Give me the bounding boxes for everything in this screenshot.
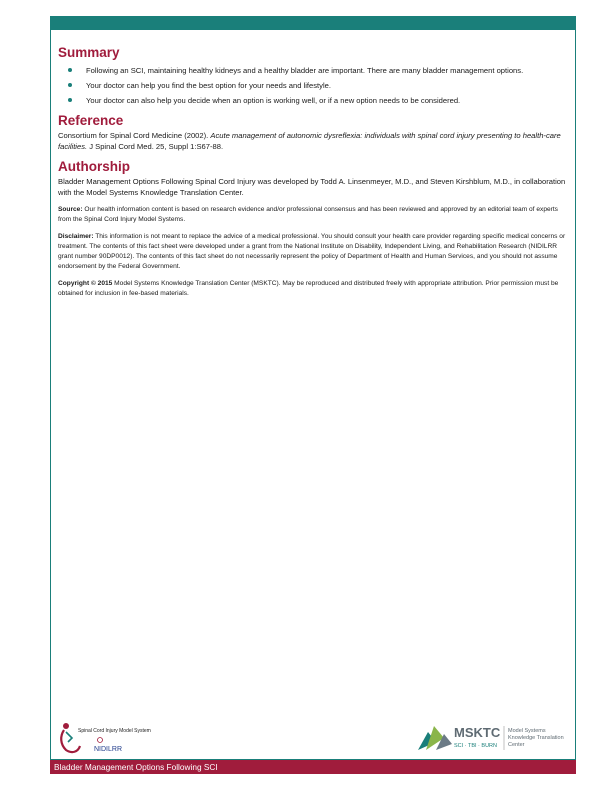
bullet-icon (68, 68, 72, 72)
footer-band (50, 760, 576, 774)
summary-section (58, 44, 568, 106)
source-paragraph: Source: Our health information content is based on research evidence and/or professional consensus and has been reviewed and approved by an editorial team of experts from the Spinal Cord Injury Model Systems. (58, 206, 558, 223)
footer-title: Bladder Management Options Following SCI (54, 762, 218, 772)
msktc-full-line3: Center (508, 742, 525, 748)
bullet-icon (68, 83, 72, 87)
msktc-sub: SCI · TBI · BURN (454, 743, 497, 749)
authorship-heading: Authorship (58, 159, 130, 174)
copyright-paragraph: Copyright © 2015 Model Systems Knowledge Translation Center (MSKTC). May be reproduced and distributed freely with appropriate attribution. Prior permission must be obtained for inclusion in fee-based materials. (58, 280, 559, 297)
top-band (50, 16, 576, 30)
reference-section (58, 112, 568, 152)
reference-heading: Reference (58, 113, 124, 128)
list-item (58, 65, 568, 76)
sci-model-system-logo (58, 718, 168, 756)
nidilrr-text: NIDILRR (94, 746, 123, 753)
msktc-full-line2: Knowledge Translation (508, 735, 564, 741)
summary-heading: Summary (58, 45, 120, 60)
bullet-icon (68, 98, 72, 102)
logo-bar (58, 718, 568, 756)
list-item (58, 80, 568, 91)
list-item (58, 95, 568, 106)
disclaimer-paragraph: Disclaimer: This information is not meant to replace the advice of a medical professional. You should consult your health care provider regarding specific medical concerns or treatment. The contents of this fact sheet were developed under a grant from the National Institute on Disability, Independent Living, and Rehabilitation Research (NIDILRR grant number 90DP0012). The contents of this fact sheet do not necessarily represent the policy of Department of Health and Human Services, and you should not assume endorsement by the Federal Government. (58, 233, 566, 270)
document-body (58, 44, 568, 299)
reference-text: Consortium for Spinal Cord Medicine (2002). Acute management of autonomic dysreflexia: individuals with spinal cord injury presenting to health-care facilities. J Spinal Cord Med. 25, Suppl 1:S67-88. (58, 131, 561, 151)
authorship-text: Bladder Management Options Following Spinal Cord Injury was developed by Todd A. Linsenmeyer, M.D., and Steven Kirshblum, M.D., in collaboration with the Model Systems Knowledge Translation Center. (58, 177, 566, 197)
msktc-logo (418, 720, 568, 754)
list-item-text: Your doctor can also help you decide when an option is working well, or if a new option needs to be considered. (86, 96, 461, 105)
reference-title: Acute management of autonomic dysreflexia: individuals with spinal cord injury presenting to health-care facilities. (58, 131, 561, 151)
msktc-full-line1: Model Systems (508, 728, 546, 734)
list-item-text: Your doctor can help you find the best option for your needs and lifestyle. (86, 81, 331, 90)
authorship-section (58, 158, 568, 198)
msktc-name: MSKTC (454, 725, 501, 740)
list-item-text: Following an SCI, maintaining healthy kidneys and a healthy bladder are important. There are many bladder management options. (86, 66, 524, 75)
summary-list (58, 65, 568, 106)
sci-logo-text: Spinal Cord Injury Model System (78, 728, 151, 734)
